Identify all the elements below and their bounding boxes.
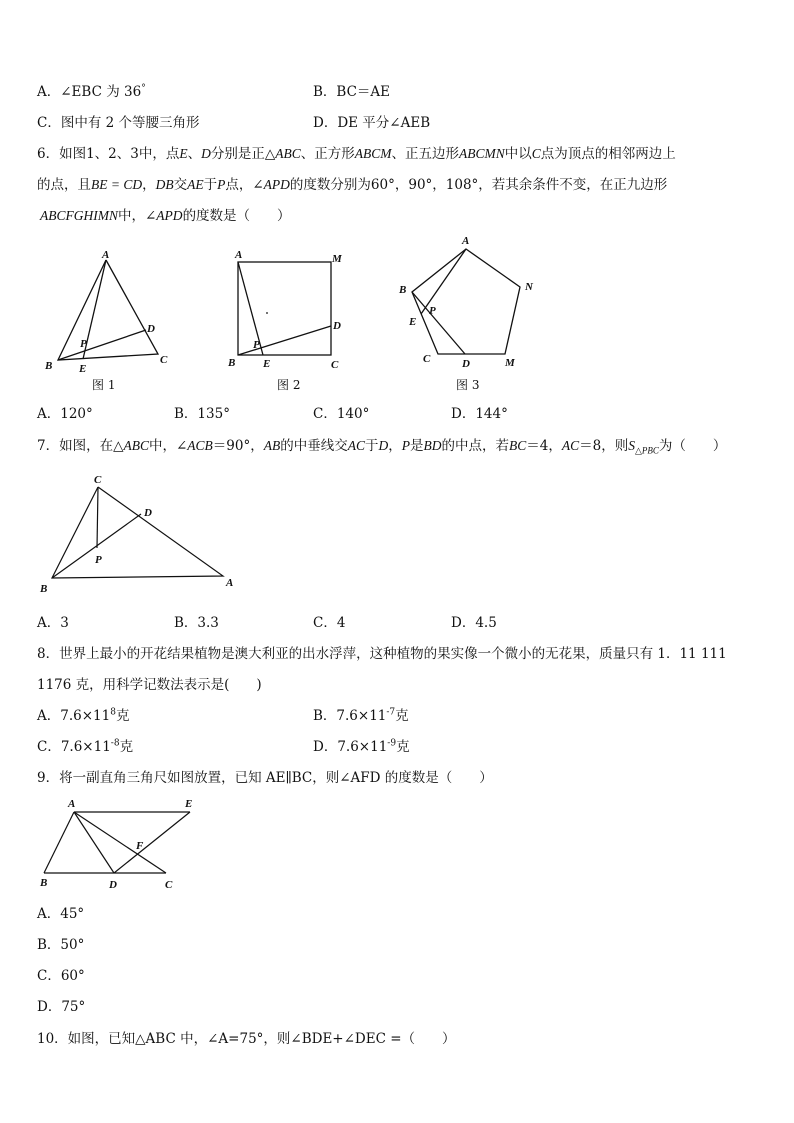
q6-option-a: A．120° [37,406,93,422]
q9-label-b: B [40,877,48,889]
fig3-label-n: N [525,281,533,293]
fig2-label-p: P [253,339,260,351]
q6-option-b: B．135° [174,406,230,422]
q7-figure [38,470,248,595]
q6-stem-line2: 的点，且BE = CD，DB交AE于P点，∠APD的度数分别为60°，90°，108°，若其余条件不变，在正九边形 [37,177,668,193]
q9-option-d: D．75° [37,999,86,1015]
q9-label-f: F [136,840,144,852]
q8-stem-line1: 8．世界上最小的开花结果植物是澳大利亚的出水浮萍，这种植物的果实像一个微小的无花果，质量只有 1．11 111 [37,646,727,662]
q9-option-c: C．60° [37,968,85,984]
q8-option-a: A．$7.6\times 11^8$克 [37,707,130,724]
fig1-label-e: E [79,363,87,375]
fig3-label-c: C [423,353,431,365]
fig2-caption: 图 2 [277,378,301,392]
q6-option-d: D．144° [451,406,508,422]
fig2-label-c: C [331,359,339,371]
q9-label-e: E [185,798,193,810]
q6-figure-3 [395,232,545,400]
q6-stem-line3: ABCFGHIMN中，∠APD的度数是（ ） [40,208,291,224]
q7-label-c: C [94,474,102,486]
q5-option-a: A．∠EBC 为 36° [37,83,146,100]
fig1-label-a: A [102,249,110,261]
fig2-label-d: D [333,320,341,332]
q9-option-b: B．50° [37,937,85,953]
q7-stem: 7．如图，在△ABC中，∠ACB＝90°，AB的中垂线交AC于D，P是BD的中点，若BC＝4，AC＝8，则$S_{\triangle PBC}$为（ ） [37,438,727,456]
fig2-label-e: E [263,358,271,370]
q9-option-a: A．45° [37,906,85,922]
fig1-label-d: D [147,323,155,335]
q6-figure-2 [225,245,365,400]
fig3-label-d: D [462,358,470,370]
fig1-label-p: P [80,338,87,350]
q9-label-a: A [68,798,76,810]
q8-option-b: B．$7.6\times 11^{-7}$克 [313,707,409,724]
q7-label-a: A [226,577,234,589]
q8-option-c: C．$7.6\times 11^{-8}$克 [37,738,134,755]
q7-option-b: B．3.3 [174,615,219,631]
fig3-label-m: M [505,357,515,369]
fig3-label-b: B [399,284,407,296]
q7-label-d: D [144,507,152,519]
fig2-label-b: B [228,357,236,369]
q6-option-c: C．140° [313,406,370,422]
fig3-caption: 图 3 [456,378,480,392]
fig1-caption: 图 1 [92,378,116,392]
q9-label-c: C [165,879,173,891]
fig3-label-e: E [409,316,417,328]
q10-stem: 10．如图，已知△ABC 中，∠A=75°，则∠BDE+∠DEC =（ ） [37,1031,456,1047]
fig3-label-p: P [429,305,436,317]
q5-option-c: C．图中有 2 个等腰三角形 [37,115,200,131]
q7-option-d: D．4.5 [451,615,497,631]
q9-stem: 9．将一副直角三角尺如图放置，已知 AE∥BC，则∠AFD 的度数是（ ） [37,770,493,786]
fig3-label-a: A [462,235,470,247]
q5-option-d: D．DE 平分∠AEB [313,115,431,131]
q6-figure-1 [40,250,180,400]
q7-label-b: B [40,583,48,595]
q6-stem-line1: 6．如图1、2、3中，点E、D分别是正△ABC、正方形ABCM、正五边形ABCMN中以C点为顶点的相邻两边上 [37,146,676,162]
q7-label-p: P [95,554,102,566]
q7-option-a: A．3 [37,615,69,631]
q8-option-d: D．$7.6\times 11^{-9}$克 [313,738,410,755]
fig1-label-c: C [160,354,168,366]
q9-label-d: D [109,879,117,891]
q8-stem-line2: 1176 克，用科学记数法表示是( ) [37,677,262,693]
q9-figure [36,795,206,895]
q7-option-c: C．4 [313,615,346,631]
q5-option-b: B．BC＝AE [313,84,391,100]
fig2-label-m: M [332,253,342,265]
fig2-label-a: A [235,249,243,261]
fig1-label-b: B [45,360,53,372]
